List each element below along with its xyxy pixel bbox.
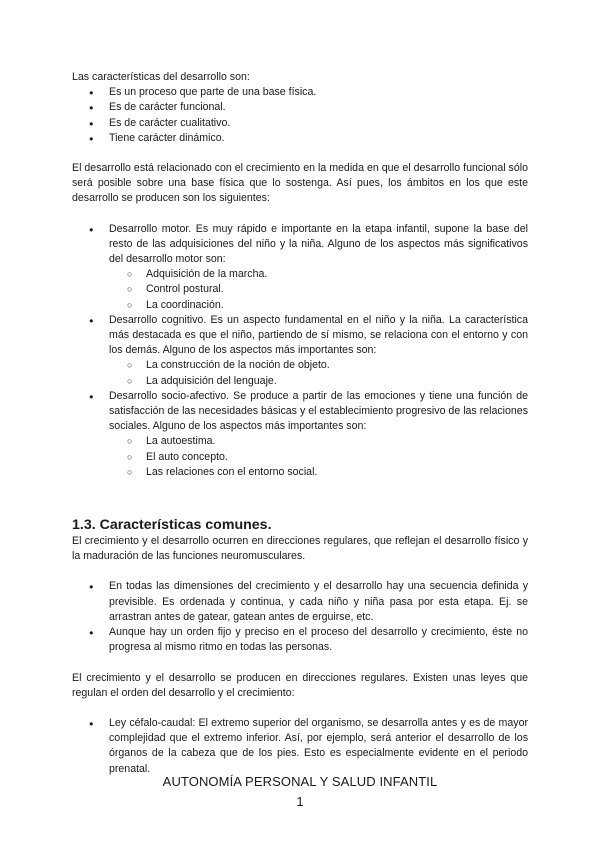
list-item: ● Es de carácter funcional.	[72, 100, 528, 115]
page-number: 1	[296, 794, 304, 809]
sublist-item: ○ Las relaciones con el entorno social.	[109, 465, 528, 480]
sublist-item: ○ El auto concepto.	[109, 450, 528, 465]
area-text: Desarrollo motor. Es muy rápido e importante en la etapa infantil, supone la base del resto de las adquisiciones del niño y la niña. Alguno de los aspectos más significativos del desarrollo motor son:	[109, 222, 528, 266]
sublist	[109, 434, 528, 480]
list-item: ● Ley céfalo-caudal: El extremo superior del organismo, se desarrolla antes y es de mayor complejidad que el extremo inferior. Así, por ejemplo, será anterior el desarrollo de los órganos de la cabeza que de los pies. Esto es especialmente evidente en el periodo prenatal.	[72, 716, 528, 777]
footer-title: AUTONOMÍA PERSONAL Y SALUD INFANTIL	[162, 774, 438, 789]
page-body	[72, 70, 528, 777]
sublist-item: ○ Control postural.	[109, 282, 528, 297]
area-socio-affective	[72, 389, 528, 480]
sublist-item: ○ La coordinación.	[109, 298, 528, 313]
sublist-item: ○ Adquisición de la marcha.	[109, 267, 528, 282]
sublist-item: ○ La autoestima.	[109, 434, 528, 449]
section-intro: El crecimiento y el desarrollo ocurren en direcciones regulares, que reflejan el desarrollo físico y la maduración de las funciones neuromusculares.	[72, 535, 528, 563]
sublist-item: ○ La adquisición del lenguaje.	[109, 374, 528, 389]
list-item: ● Tiene carácter dinámico.	[72, 131, 528, 146]
area-text: Desarrollo socio-afectivo. Se produce a partir de las emociones y tiene una función de satisfacción de las necesidades básicas y el establecimiento progresivo de las relaciones sociales. Alguno de los aspectos más importantes son:	[109, 389, 528, 433]
sublist-item: ○ La construcción de la noción de objeto.	[109, 358, 528, 373]
area-motor	[72, 222, 528, 313]
development-areas-list	[72, 222, 528, 480]
sublist	[109, 358, 528, 388]
common-characteristics-list	[72, 579, 528, 655]
sublist	[109, 267, 528, 313]
list-item: ● Es un proceso que parte de una base física.	[72, 85, 528, 100]
laws-list	[72, 716, 528, 777]
list-item: ● Aunque hay un orden fijo y preciso en el proceso del desarrollo y crecimiento, éste no progresa al mismo ritmo en todas las personas.	[72, 625, 528, 655]
characteristics-list	[72, 85, 528, 146]
relation-paragraph: El desarrollo está relacionado con el crecimiento en la medida en que el desarrollo funcional sólo será posible sobre una base física que lo sostenga. Así pues, los ámbitos en los que este desarrollo se producen son los siguientes:	[72, 162, 528, 205]
list-item: ● En todas las dimensiones del crecimiento y el desarrollo hay una secuencia definida y previsible. Es ordenada y continua, y cada niño y niña pasa por esta etapa. Ej. se arrastran antes de gatear, gatean antes de erguirse, etc.	[72, 579, 528, 625]
characteristics-lead: Las características del desarrollo son:	[72, 71, 250, 83]
list-item: ● Es de carácter cualitativo.	[72, 116, 528, 131]
section-heading: 1.3. Características comunes.	[72, 517, 272, 534]
laws-paragraph: El crecimiento y el desarrollo se producen en direcciones regulares. Existen unas leyes que regulan el orden del desarrollo y el crecimiento:	[72, 671, 528, 699]
area-cognitive	[72, 313, 528, 389]
area-text: Desarrollo cognitivo. Es un aspecto fundamental en el niño y la niña. La característica más destacada es que el niño, partiendo de sí mismo, se relaciona con el entorno y con los demás. Alguno de los aspectos más importantes son:	[109, 313, 528, 357]
